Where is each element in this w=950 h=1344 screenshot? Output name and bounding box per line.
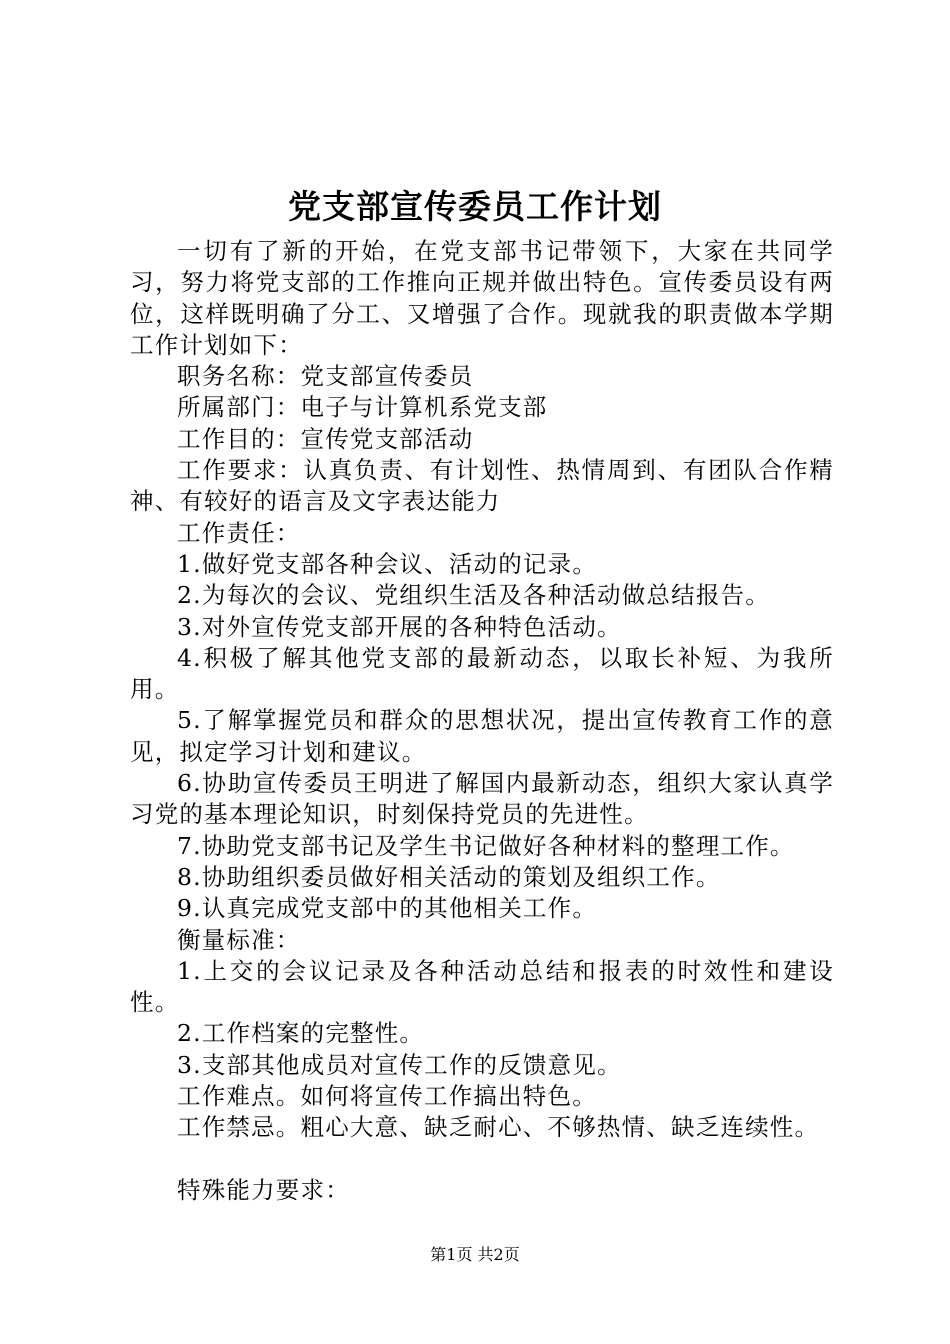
work-purpose: 工作目的：宣传党支部活动: [177, 424, 474, 453]
intro-paragraph: 一切有了新的开始，在党支部书记带领下，大家在共同学习，努力将党支部的工作推向正规并做出特色。宣传委员设有两位，这样既明确了分工、又增强了合作。现就我的职责做本学期工作计划如下：: [130, 237, 834, 359]
responsibility-item: 4.积极了解其他党支部的最新动态，以取长补短、为我所用。: [130, 643, 834, 704]
responsibility-item: 3.对外宣传党支部开展的各种特色活动。: [177, 612, 622, 641]
standard-item: 1.上交的会议记录及各种活动总结和报表的时效性和建设性。: [130, 956, 834, 1017]
standard-item: 2.工作档案的完整性。: [177, 1019, 425, 1048]
standard-item: 3.支部其他成员对宣传工作的反馈意见。: [177, 1050, 622, 1079]
document-title: 党支部宣传委员工作计划: [288, 187, 662, 226]
responsibility-item: 5.了解掌握党员和群众的思想状况，提出宣传教育工作的意见，拟定学习计划和建议。: [130, 706, 834, 766]
responsibility-item: 7.协助党支部书记及学生书记做好各种材料的整理工作。: [177, 831, 795, 860]
document-body: [130, 236, 834, 1206]
page-footer: 第1页 共2页: [430, 1245, 520, 1264]
work-difficulty: 工作难点。如何将宣传工作搞出特色。: [177, 1082, 597, 1111]
responsibilities-heading: 工作责任：: [177, 518, 301, 547]
work-requirements: 工作要求：认真负责、有计划性、热情周到、有团队合作精神、有较好的语言及文字表达能力: [130, 456, 834, 516]
work-taboo: 工作禁忌。粗心大意、缺乏耐心、不够热情、缺乏连续性。: [177, 1113, 820, 1142]
responsibility-item: 9.认真完成党支部中的其他相关工作。: [177, 894, 598, 923]
responsibility-item: 2.为每次的会议、党组织生活及各种活动做总结报告。: [177, 581, 770, 610]
department: 所属部门：电子与计算机系党支部: [177, 393, 548, 422]
special-ability-heading: 特殊能力要求：: [177, 1175, 350, 1204]
paragraph-spacer: [130, 1144, 834, 1175]
responsibility-item: 8.协助组织委员做好相关活动的策划及组织工作。: [177, 862, 721, 891]
responsibility-item: 6.协助宣传委员王明进了解国内最新动态，组织大家认真学习党的基本理论知识，时刻保持党员的先进性。: [130, 769, 834, 829]
position-name: 职务名称：党支部宣传委员: [177, 362, 474, 391]
responsibility-item: 1.做好党支部各种会议、活动的记录。: [177, 549, 598, 578]
standards-heading: 衡量标准：: [177, 925, 301, 954]
